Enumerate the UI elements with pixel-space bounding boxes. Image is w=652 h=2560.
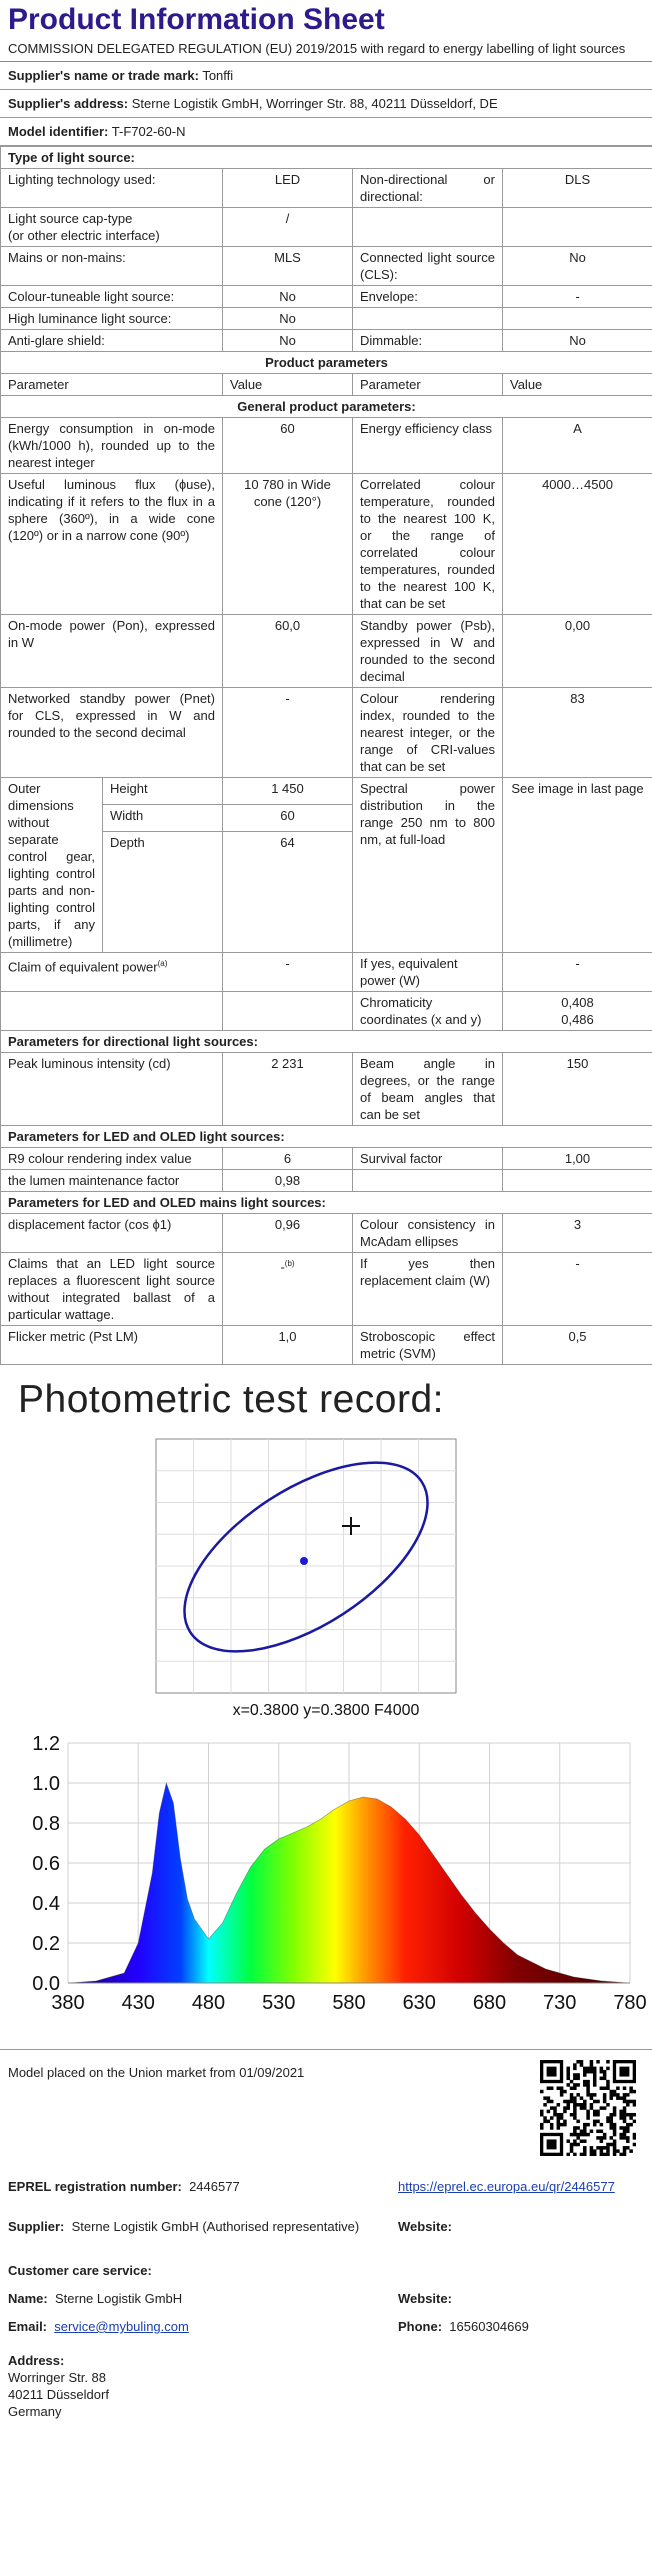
address-row — [0, 90, 652, 118]
led-row — [1, 1148, 652, 1170]
ellipse-svg — [0, 1429, 652, 1729]
param-label: If yes then replacement claim (W) — [353, 1253, 503, 1326]
param-value: - — [503, 286, 652, 308]
param-label: High luminance light source: — [1, 308, 223, 330]
eprel-row — [8, 2178, 240, 2195]
param-value: -$^{(b)}$ — [223, 1253, 353, 1326]
supplier2-row — [8, 2218, 378, 2235]
param-value: 0,98 — [223, 1170, 353, 1192]
param-label: Colour-tuneable light source: — [1, 286, 223, 308]
general-row — [1, 615, 652, 688]
care-website-label: Website: — [398, 2291, 452, 2306]
care-email-link[interactable]: service@mybuling.com — [54, 2319, 189, 2334]
param-label: Useful luminous flux (ɸuse), indicating if it refers to the flux in a sphere (360º), in a wide cone (120º) or in a narrow cone (90º) — [1, 474, 223, 615]
section-heading: Product parameters — [1, 352, 652, 374]
y-tick-label: 0.6 — [32, 1853, 60, 1875]
param-value: No — [223, 308, 353, 330]
y-tick-label: 0.4 — [32, 1893, 60, 1915]
y-tick-label: 0.8 — [32, 1813, 60, 1835]
param-value: 0,5 — [503, 1326, 652, 1365]
mains-row — [1, 1253, 652, 1326]
param-value: 6 — [223, 1148, 353, 1170]
general-row — [1, 474, 652, 615]
param-label: Beam angle in degrees, or the range of beam angles that can be set — [353, 1053, 503, 1126]
param-label: Standby power (Psb), expressed in W and rounded to the second decimal — [353, 615, 503, 688]
param-label: Colour consistency in McAdam ellipses — [353, 1214, 503, 1253]
param-value: 0,00 — [503, 615, 652, 688]
width-label: Width — [103, 805, 223, 832]
param-value: LED — [223, 169, 353, 208]
general-header-row — [1, 396, 652, 418]
directional-header-row — [1, 1031, 652, 1053]
care-name-value: Sterne Logistik GmbH — [54, 2291, 183, 2306]
general-row — [1, 418, 652, 474]
param-value: A — [503, 418, 652, 474]
param-label: Energy consumption in on-mode (kWh/1000 h), rounded up to the nearest integer — [1, 418, 223, 474]
param-label — [353, 208, 503, 247]
address-label: Supplier's address: — [8, 96, 129, 111]
param-label: Energy efficiency class — [353, 418, 503, 474]
type-row — [1, 208, 652, 247]
param-value: 150 — [503, 1053, 652, 1126]
param-label: Envelope: — [353, 286, 503, 308]
x-tick-label: 630 — [402, 1992, 436, 2014]
care-phone-row — [398, 2318, 529, 2335]
section-heading: Parameters for LED and OLED mains light sources: — [1, 1192, 652, 1214]
column-header: Value — [223, 374, 353, 396]
param-value: - — [503, 953, 652, 992]
param-value: MLS — [223, 247, 353, 286]
market-text: Model placed on the Union market from 01/09/2021 — [8, 2065, 305, 2080]
care-email-row — [8, 2318, 189, 2335]
column-header: Value — [503, 374, 652, 396]
x-tick-label: 480 — [191, 1992, 226, 2014]
eprel-label: EPREL registration number: — [8, 2179, 182, 2194]
led-row — [1, 1170, 652, 1192]
section-heading: General product parameters: — [1, 396, 652, 418]
care-phone-label: Phone: — [398, 2319, 443, 2334]
param-value: 4000…4500 — [503, 474, 652, 615]
param-label: Correlated colour temperature, rounded to the nearest 100 K, or the range of correlated colour temperatures, rounded to the nearest 100 K, that can be set — [353, 474, 503, 615]
param-value: 0,96 — [223, 1214, 353, 1253]
general-row — [1, 688, 652, 778]
param-value: - — [223, 953, 353, 992]
param-label: Stroboscopic effect metric (SVM) — [353, 1326, 503, 1365]
height-label: Height — [103, 778, 223, 805]
param-label: Claims that an LED light source replaces a fluorescent light source without integrated ballast of a particular wattage. — [1, 1253, 223, 1326]
param-value: 60 — [223, 418, 353, 474]
supplier2-website-label: Website: — [398, 2219, 452, 2234]
care-email-label: Email: — [8, 2319, 48, 2334]
chroma-row — [1, 992, 652, 1031]
care-address-block — [8, 2352, 109, 2420]
param-label: Networked standby power (Pnet) for CLS, expressed in W and rounded to the second decimal — [1, 688, 223, 778]
qr-code-icon[interactable] — [540, 2060, 636, 2156]
dimensions-label: Outer dimensions without separate control gear, lighting control parts and non-lighting control parts, if any (millimetre) — [1, 778, 103, 953]
type-row — [1, 286, 652, 308]
type-row — [1, 330, 652, 352]
param-value: 2 231 — [223, 1053, 353, 1126]
param-value: 60,0 — [223, 615, 353, 688]
supplier-row — [0, 62, 652, 90]
spacer-cell — [223, 858, 353, 953]
param-label: Non-directional or directional: — [353, 169, 503, 208]
empty-cell — [223, 992, 353, 1031]
spectrum-chart — [0, 1729, 652, 2029]
param-label: Peak luminous intensity (cd) — [1, 1053, 223, 1126]
type-row — [1, 308, 652, 330]
x-tick-label: 530 — [262, 1992, 296, 2014]
mains-row — [1, 1326, 652, 1365]
param-label — [353, 308, 503, 330]
spectrum-svg — [0, 1729, 652, 2029]
chromaticity-ellipse-figure — [0, 1429, 652, 1729]
param-value: No — [223, 286, 353, 308]
customer-care-heading: Customer care service: — [8, 2263, 152, 2278]
param-value: 1,00 — [503, 1148, 652, 1170]
param-label: Dimmable: — [353, 330, 503, 352]
care-name-row — [8, 2290, 182, 2307]
param-label: Connected light source (CLS): — [353, 247, 503, 286]
param-value: 3 — [503, 1214, 652, 1253]
supplier2-label: Supplier: — [8, 2219, 65, 2234]
param-label: Light source cap-type (or other electric interface) — [1, 208, 223, 247]
product-params-header-row — [1, 352, 652, 374]
supplier2-value: Sterne Logistik GmbH (Authorised representative) — [71, 2219, 360, 2234]
care-address-label: Address: — [8, 2353, 65, 2368]
param-label: Flicker metric (Pst LM) — [1, 1326, 223, 1365]
section-heading: Parameters for LED and OLED light sources: — [1, 1126, 652, 1148]
regulation-subtitle: COMMISSION DELEGATED REGULATION (EU) 2019/2015 with regard to energy labelling of light sources — [0, 38, 652, 62]
supplier-value: Tonffi — [202, 68, 234, 83]
column-header: Parameter — [353, 374, 503, 396]
param-label: Spectral power distribution in the range 250 nm to 800 nm, at full-load — [353, 778, 503, 953]
care-address-line2: 40211 Düsseldorf — [8, 2387, 109, 2402]
model-label: Model identifier: — [8, 124, 109, 139]
model-value: T-F702-60-N — [111, 124, 186, 139]
ellipse-caption: x=0.3800 y=0.3800 F4000 — [232, 1702, 420, 1719]
photometric-title: Photometric test record: — [18, 1378, 444, 1421]
column-header-row — [1, 374, 652, 396]
param-value: - — [223, 688, 353, 778]
x-tick-label: 430 — [121, 1992, 155, 2014]
chroma-value: 0,408 0,486 — [503, 992, 652, 1031]
param-value: 10 780 in Wide cone (120°) — [223, 474, 353, 615]
empty-cell — [1, 992, 223, 1031]
param-value: DLS — [503, 169, 652, 208]
param-label: Anti-glare shield: — [1, 330, 223, 352]
page-title: Product Information Sheet — [8, 3, 385, 36]
param-value: 83 — [503, 688, 652, 778]
param-label: R9 colour rendering index value — [1, 1148, 223, 1170]
width-value: 60 — [223, 805, 353, 832]
section-heading: Parameters for directional light sources: — [1, 1031, 652, 1053]
param-label — [353, 1170, 503, 1192]
param-label: On-mode power (Pon), expressed in W — [1, 615, 223, 688]
param-value: No — [503, 330, 652, 352]
x-tick-label: 380 — [51, 1992, 85, 2014]
spec-table — [0, 146, 652, 1365]
led-header-row — [1, 1126, 652, 1148]
spacer-cell — [103, 858, 223, 953]
mains-header-row — [1, 1192, 652, 1214]
y-tick-label: 1.2 — [32, 1733, 60, 1755]
param-label: Colour rendering index, rounded to the nearest integer, or the range of CRI-values that can be set — [353, 688, 503, 778]
height-value: 1 450 — [223, 778, 353, 805]
registration-block — [0, 2049, 652, 2434]
param-value — [503, 1170, 652, 1192]
spectrum-area — [68, 1783, 630, 1983]
dimensions-row-height — [1, 778, 652, 805]
measured-point — [300, 1557, 308, 1565]
eprel-link[interactable]: https://eprel.ec.europa.eu/qr/2446577 — [398, 2179, 615, 2194]
param-label: Lighting technology used: — [1, 169, 223, 208]
x-tick-label: 780 — [613, 1992, 647, 2014]
param-label: If yes, equivalent power (W) — [353, 953, 503, 992]
depth-value: 64 — [223, 832, 353, 858]
depth-label: Depth — [103, 832, 223, 858]
x-tick-label: 730 — [543, 1992, 577, 2014]
param-label: the lumen maintenance factor — [1, 1170, 223, 1192]
care-phone-value: 16560304669 — [449, 2319, 529, 2334]
param-value: 1,0 — [223, 1326, 353, 1365]
param-label: Survival factor — [353, 1148, 503, 1170]
y-tick-label: 0.2 — [32, 1933, 60, 1955]
param-value: No — [223, 330, 353, 352]
x-tick-label: 580 — [332, 1992, 366, 2014]
mains-row — [1, 1214, 652, 1253]
equiv-row — [1, 953, 652, 992]
param-label: Chromaticity coordinates (x and y) — [353, 992, 503, 1031]
param-value — [503, 208, 652, 247]
model-row — [0, 118, 652, 146]
param-value: See image in last page — [503, 778, 652, 953]
column-header: Parameter — [1, 374, 223, 396]
param-value — [503, 308, 652, 330]
section-heading: Type of light source: — [1, 147, 652, 169]
directional-row — [1, 1053, 652, 1126]
param-label: Mains or non-mains: — [1, 247, 223, 286]
care-address-line3: Germany — [8, 2404, 62, 2419]
care-name-label: Name: — [8, 2291, 48, 2306]
param-label: displacement factor (cos ϕ1) — [1, 1214, 223, 1253]
type-header-row — [1, 147, 652, 169]
supplier-label: Supplier's name or trade mark: — [8, 68, 199, 83]
x-tick-label: 680 — [472, 1992, 507, 2014]
param-value: / — [223, 208, 353, 247]
y-tick-label: 1.0 — [32, 1773, 60, 1795]
param-value: No — [503, 247, 652, 286]
care-address-line1: Worringer Str. 88 — [8, 2370, 107, 2385]
param-value: - — [503, 1253, 652, 1326]
type-row — [1, 247, 652, 286]
y-tick-label: 0.0 — [32, 1973, 60, 1995]
param-label: Claim of equivalent power$^{(a)}$ — [1, 953, 223, 992]
address-value: Sterne Logistik GmbH, Worringer Str. 88, 40211 Düsseldorf, DE — [131, 96, 498, 111]
type-row — [1, 169, 652, 208]
eprel-value: 2446577 — [189, 2179, 240, 2194]
